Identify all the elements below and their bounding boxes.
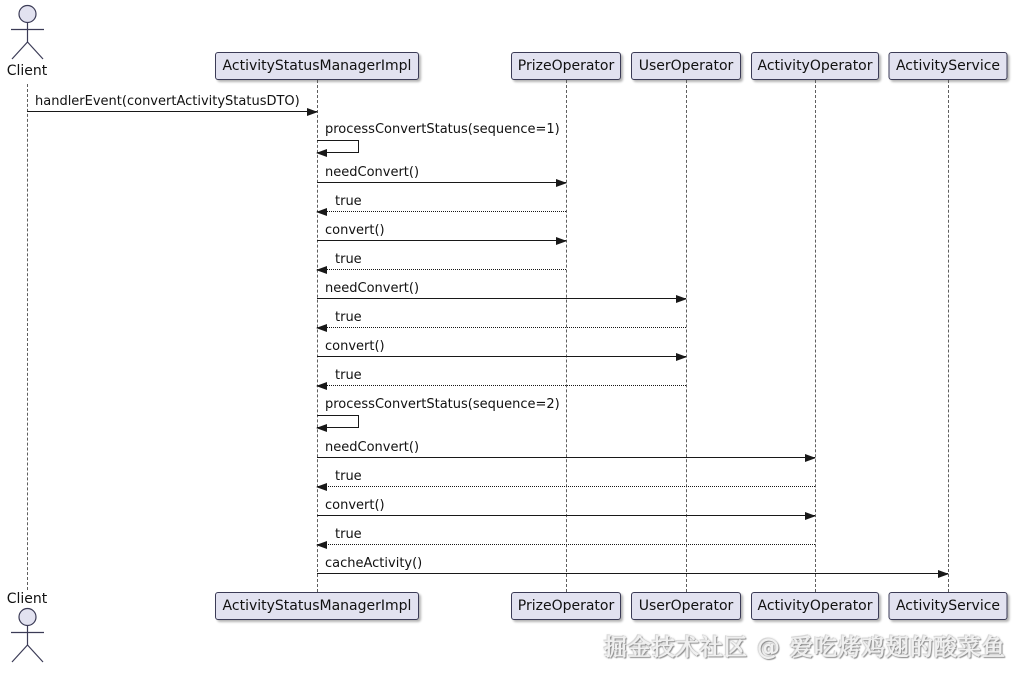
message-5 [317, 222, 566, 241]
participant-top-useroperator: UserOperator [631, 52, 741, 80]
arrowhead-right-icon [805, 512, 816, 520]
message-label: true [335, 252, 362, 267]
lifeline-activityservice [948, 80, 949, 592]
arrowhead-right-icon [805, 454, 816, 462]
message-label: needConvert() [325, 165, 420, 180]
arrowhead-right-icon [938, 570, 949, 578]
message-label: handlerEvent(convertActivityStatusDTO) [35, 94, 300, 109]
message-14 [317, 497, 815, 516]
message-12 [317, 439, 815, 458]
message-label: convert() [325, 339, 385, 354]
message-label: true [335, 194, 362, 209]
participant-bottom-activitystatusmanagerimpl: ActivityStatusManagerImpl [215, 592, 419, 620]
message-label: true [335, 310, 362, 325]
arrowhead-left-icon [316, 149, 327, 157]
message-2-label: processConvertStatus(sequence=1) [325, 122, 560, 137]
message-1 [27, 93, 317, 112]
message-7 [317, 280, 686, 299]
arrowhead-right-icon [307, 108, 318, 116]
arrowhead-left-icon [316, 382, 327, 390]
message-16 [317, 555, 948, 574]
participant-top-activitystatusmanagerimpl: ActivityStatusManagerImpl [215, 52, 419, 80]
arrowhead-left-icon [316, 541, 327, 549]
message-label: needConvert() [325, 281, 420, 296]
message-10 [317, 367, 686, 386]
arrowhead-left-icon [316, 424, 327, 432]
actor-icon-top [5, 4, 50, 62]
watermark: 掘金技术社区 @ 爱吃烤鸡翅的酸菜鱼 [603, 635, 1006, 661]
message-label: convert() [325, 498, 385, 513]
arrowhead-right-icon [556, 237, 567, 245]
participant-bottom-prizeoperator: PrizeOperator [511, 592, 621, 620]
message-9 [317, 338, 686, 357]
arrowhead-left-icon [316, 483, 327, 491]
message-label: needConvert() [325, 440, 420, 455]
arrowhead-right-icon [676, 353, 687, 361]
arrowhead-left-icon [316, 208, 327, 216]
actor-icon-bottom [5, 607, 50, 673]
message-6 [317, 251, 566, 270]
message-label: convert() [325, 223, 385, 238]
message-2-self-loop [317, 140, 359, 153]
actor-label-bottom: Client [6, 591, 48, 607]
participant-bottom-useroperator: UserOperator [631, 592, 741, 620]
message-4 [317, 193, 566, 212]
message-label: true [335, 527, 362, 542]
message-13 [317, 468, 815, 487]
participant-top-activityoperator: ActivityOperator [751, 52, 879, 80]
actor-label-top: Client [6, 63, 48, 79]
message-15 [317, 526, 815, 545]
message-label: cacheActivity() [325, 556, 423, 571]
message-label: true [335, 368, 362, 383]
arrowhead-left-icon [316, 324, 327, 332]
arrowhead-left-icon [316, 266, 327, 274]
participant-bottom-activityservice: ActivityService [889, 592, 1008, 620]
participant-bottom-activityoperator: ActivityOperator [751, 592, 879, 620]
message-11-label: processConvertStatus(sequence=2) [325, 397, 560, 412]
participant-top-activityservice: ActivityService [889, 52, 1008, 80]
message-label: true [335, 469, 362, 484]
arrowhead-right-icon [556, 179, 567, 187]
participant-top-prizeoperator: PrizeOperator [511, 52, 621, 80]
message-8 [317, 309, 686, 328]
message-3 [317, 164, 566, 183]
arrowhead-right-icon [676, 295, 687, 303]
message-11-self-loop [317, 415, 359, 428]
lifeline-client [27, 84, 28, 590]
